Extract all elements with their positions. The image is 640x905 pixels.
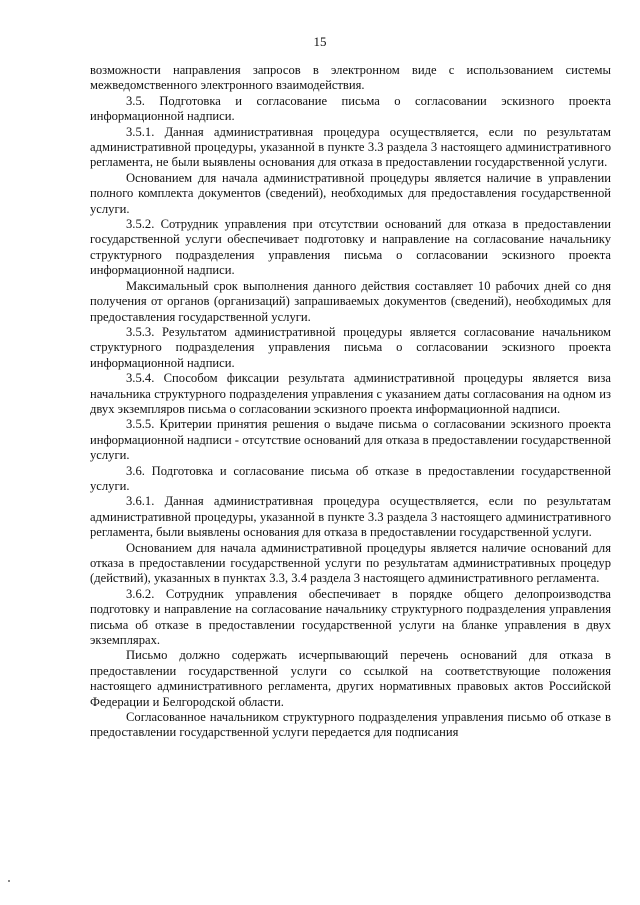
paragraph: 3.5.3. Результатом административной процедуры является согласование начальником структурного подразделения управления письма о согласовании эскизного проекта информационной надписи. xyxy=(90,324,611,370)
section-heading-3-5: 3.5. Подготовка и согласование письма о согласовании эскизного проекта информационной надписи. xyxy=(90,93,611,124)
paragraph: 3.5.2. Сотрудник управления при отсутствии оснований для отказа в предоставлении государственной услуги обеспечивает подготовку и направление на согласование начальнику структурного подразделения управления письма о согласовании эскизного проекта информационной надписи. xyxy=(90,217,611,278)
paragraph: возможности направления запросов в электронном виде с использованием системы межведомственного электронного взаимодействия. xyxy=(90,63,611,93)
document-body xyxy=(90,63,611,741)
paragraph: 3.6.1. Данная административная процедура осуществляется, если по результатам административной процедуры, указанной в пункте 3.3 раздела 3 настоящего административного регламента, были выявлены основания для отказа в предоставлении государственной услуги. xyxy=(90,494,611,540)
scan-margin-mark xyxy=(8,880,10,882)
section-heading-3-6: 3.6. Подготовка и согласование письма об отказе в предоставлении государственной услуги. xyxy=(90,463,611,493)
paragraph: Максимальный срок выполнения данного действия составляет 10 рабочих дней со дня получения от органов (организаций) запрашиваемых документов (сведений), необходимых для предоставления государственной услуги. xyxy=(90,278,611,324)
paragraph: 3.6.2. Сотрудник управления обеспечивает в порядке общего делопроизводства подготовку и направление на согласование начальнику структурного подразделения управления письма об отказе в предоставлении государственной услуги на бланке управления в двух экземплярах. xyxy=(90,586,611,648)
paragraph: 3.5.1. Данная административная процедура осуществляется, если по результатам административной процедуры, указанной в пункте 3.3 раздела 3 настоящего административного регламента, не были выявлены основания для отказа в предоставлении государственной услуги. xyxy=(90,124,611,170)
page-number: 15 xyxy=(313,34,327,49)
paragraph: Письмо должно содержать исчерпывающий перечень оснований для отказа в предоставлении государственной услуги со ссылкой на соответствующие положения настоящего административного регламента, других нормативных правовых актов Российской Федерации и Белгородской области. xyxy=(90,648,611,709)
paragraph: 3.5.5. Критерии принятия решения о выдаче письма о согласовании эскизного проекта информационной надписи - отсутствие оснований для отказа в предоставлении государственной услуги. xyxy=(90,417,611,463)
paragraph: 3.5.4. Способом фиксации результата административной процедуры является виза начальника структурного подразделения управления с указанием даты согласования на одном из двух экземпляров письма о согласовании эскизного проекта информационной надписи. xyxy=(90,371,611,416)
paragraph: Основанием для начала административной процедуры является наличие оснований для отказа в предоставлении государственной услуги по результатам административных процедур (действий), указанных в пунктах 3.3, 3.4 раздела 3 настоящего административного регламента. xyxy=(90,540,611,586)
paragraph: Согласованное начальником структурного подразделения управления письмо об отказе в предоставлении государственной услуги передается для подписания xyxy=(90,710,611,740)
paragraph: Основанием для начала административной процедуры является наличие в управлении полного комплекта документов (сведений), необходимых для предоставления государственной услуги. xyxy=(90,170,611,216)
